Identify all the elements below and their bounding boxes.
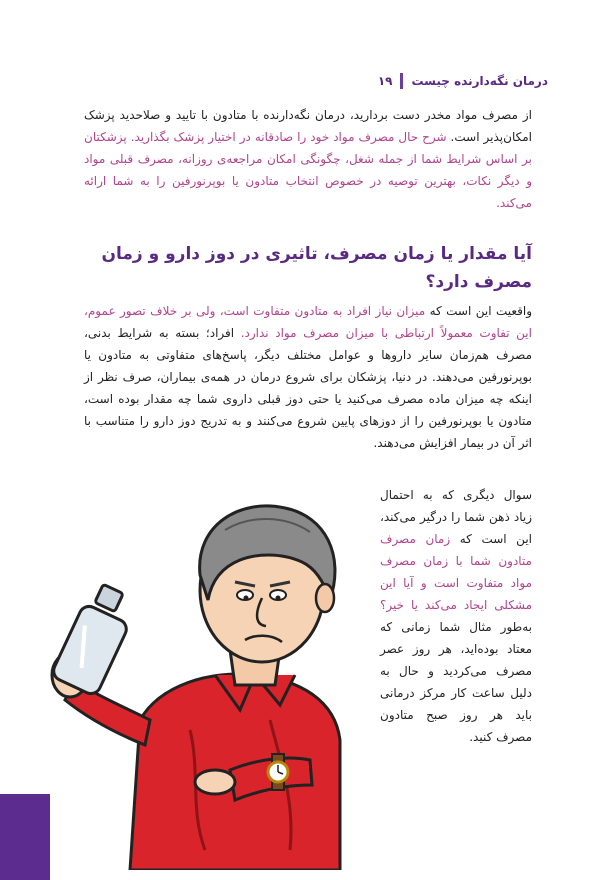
paragraph-dose — [84, 300, 532, 454]
header-title: درمان نگه‌دارنده چیست — [411, 74, 548, 88]
paragraph-timing-text-b: به‌طور مثال شما زمانی که معتاد بوده‌اید، هر روز عصر مصرف می‌کردید و حال به دلیل ساعت کار مرکز درمانی باید هر روز صبح متادون مصرف کنید. — [380, 620, 532, 744]
paragraph-dose-text-a: واقعیت این است که — [425, 304, 532, 318]
header-divider — [400, 73, 403, 89]
paragraph-dose-text-b: افراد؛ بسته به شرایط بدنی، مصرف هم‌زمان سایر داروها و عوامل مختلف دیگر، پاسخ‌های متفاوتی به متادون یا بوپرنورفین می‌دهند. در دنیا، پزشکان برای شروع درمان در همه‌ی بیماران، صرف نظر از اینکه چه میزان ماده مصرف می‌کنید یا حتی دوز قبلی داروی شما چه مقدار بوده است، متادون یا بوپرنورفین را از دوزهای پایین شروع می‌کنند و به تدریج دوز دارو را متناسب با اثر آن در بیمار افزایش می‌دهند. — [84, 326, 532, 450]
section-heading: آیا مقدار یا زمان مصرف، تاثیری در دوز دارو و زمان مصرف دارد؟ — [101, 244, 532, 292]
running-header — [80, 70, 548, 92]
paragraph-dose-highlight: میزان نیاز افراد به متادون متفاوت است، ولی بر خلاف تصور عموم، این تفاوت معمولاً ارتباطی با میزان مصرف مواد ندارد. — [84, 304, 532, 340]
paragraph-intro-text: از مصرف مواد مخدر دست بردارید، درمان نگه‌دارنده با متادون با تایید و صلاحدید پزشک امکان‌پذیر است. — [84, 108, 532, 144]
paragraph-intro-highlight: شرح حال مصرف مواد خود را صادقانه در اختیار پزشک بگذارید. پزشکتان بر اساس شرایط شما از جمله شغل، چگونگی امکان مراجعه‌ی روزانه، مصرف قبلی مواد و دیگر نکات، بهترین توصیه در خصوص انتخاب متادون یا بوپرنورفین را به شما ارائه می‌کند. — [84, 130, 532, 210]
man-with-bottle-illustration — [40, 470, 380, 870]
paragraph-timing-highlight: زمان مصرف متادون شما با زمان مصرف مواد متفاوت است و آیا این مشکلی ایجاد می‌کند یا خیر؟ — [380, 532, 532, 612]
paragraph-timing-text-a: سوال دیگری که به احتمال زیاد ذهن شما را درگیر می‌کند، این است که — [380, 488, 532, 546]
header-spacer — [80, 81, 370, 82]
paragraph-intro — [84, 104, 532, 214]
paragraph-timing — [380, 484, 532, 748]
page-number: ۱۹ — [377, 74, 393, 88]
right-hand — [195, 770, 235, 794]
medicine-bottle — [50, 584, 129, 697]
corner-decoration — [0, 794, 50, 880]
